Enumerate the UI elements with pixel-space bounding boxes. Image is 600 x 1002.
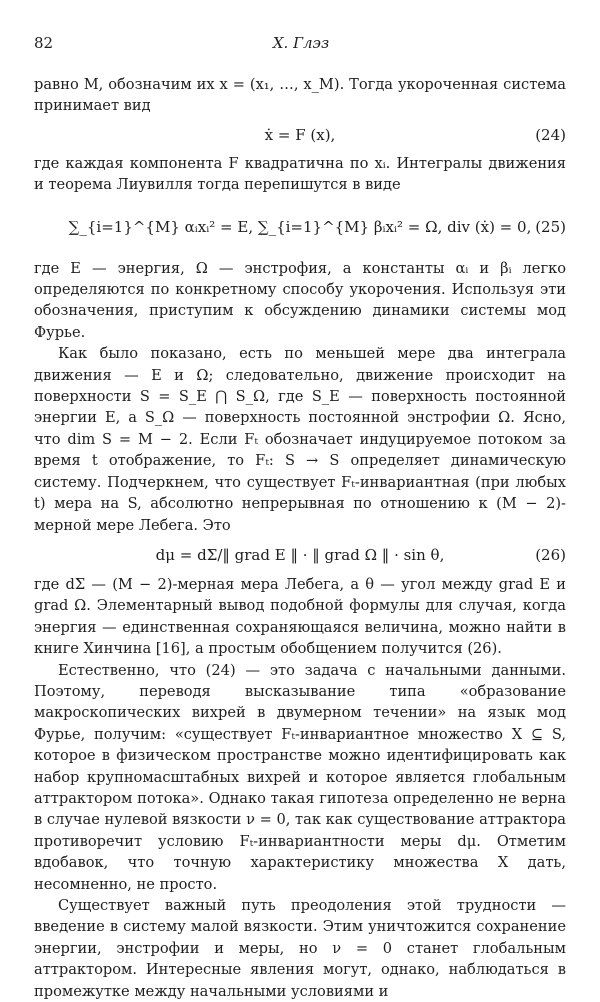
paragraph-3: где E — энергия, Ω — энстрофия, а константы αᵢ и βᵢ легко определяются по конкретному способу укорочения. Используя эти обозначения, приступим к обсуждению динамики системы мод Фурье.: [34, 259, 566, 341]
equation-26-formula: dμ = dΣ/‖ grad E ‖ · ‖ grad Ω ‖ · sin θ,: [155, 545, 445, 564]
equation-25: [34, 196, 566, 258]
paragraph-2: где каждая компонента F квадратична по xᵢ. Интегралы движения и теорема Лиувилля тогда перепишутся в виде: [34, 154, 566, 194]
paragraph-4: Как было показано, есть по меньшей мере два интеграла движения — E и Ω; следовательно, движение происходит на поверхности S = S_E ⋂ S_Ω, где S_E — поверхность постоянной энергии E, а S_Ω — поверхность постоянной энстрофии Ω. Ясно, что dim S = M − 2. Если Fₜ обозначает индуцируемое потоком за время t отображение, то Fₜ: S → S определяет динамическую систему. Подчеркнем, что существует Fₜ-инвариантная (при любых t) мера на S, абсолютно непрерывная по отношению к (M − 2)-мерной мере Лебега. Это: [34, 345, 566, 534]
equation-24: [34, 117, 566, 153]
paragraph-7: Существует важный путь преодоления этой трудности — введение в систему малой вязкости. Этим уничтожится сохранение энергии, энстрофии и меры, но ν = 0 станет глобальным аттрактором. Интересные явления могут, однако, наблюдаться в промежутке между начальными условиями и: [34, 897, 566, 1000]
page-body: [34, 74, 566, 1002]
running-head: Х. Глэз: [272, 34, 330, 52]
paragraph-1: равно M, обозначим их x = (x₁, …, x_M). Тогда укороченная система принимает вид: [34, 76, 566, 115]
paragraph-5: где dΣ — (M − 2)-мерная мера Лебега, а θ — угол между grad E и grad Ω. Элементарный вывод подобной формулы для случая, когда энергия — единственная сохраняющаяся величина, можно найти в книге Хинчина [16], а простым обобщением получится (26).: [34, 575, 566, 658]
equation-24-number: (24): [535, 125, 566, 144]
equation-25-formula: ∑_{i=1}^{M} αᵢxᵢ² = E, ∑_{i=1}^{M} βᵢxᵢ² = Ω, div (ẋ) = 0,: [68, 217, 532, 236]
equation-26: [34, 536, 566, 574]
equation-26-number: (26): [535, 545, 566, 564]
page-number: 82: [34, 34, 54, 52]
equation-25-number: (25): [535, 217, 566, 236]
paragraph-6: Естественно, что (24) — это задача с начальными данными. Поэтому, переводя высказывание типа «образование макроскопических вихрей в двумерном течении» на язык мод Фурье, получим: «существует Fₜ-инвариантное множество X ⊆ S, которое в физическом пространстве можно идентифицировать как набор крупномасштабных вихрей и которое является глобальным аттрактором потока». Однако такая гипотеза определенно не верна в случае нулевой вязкости ν = 0, так как существование аттрактора противоречит условию Fₜ-инвариантности меры dμ. Отметим вдобавок, что точную характеристику множества X дать, несомненно, не просто.: [34, 661, 566, 893]
page-header: [34, 34, 568, 56]
equation-24-formula: ẋ = F (x),: [264, 125, 336, 144]
